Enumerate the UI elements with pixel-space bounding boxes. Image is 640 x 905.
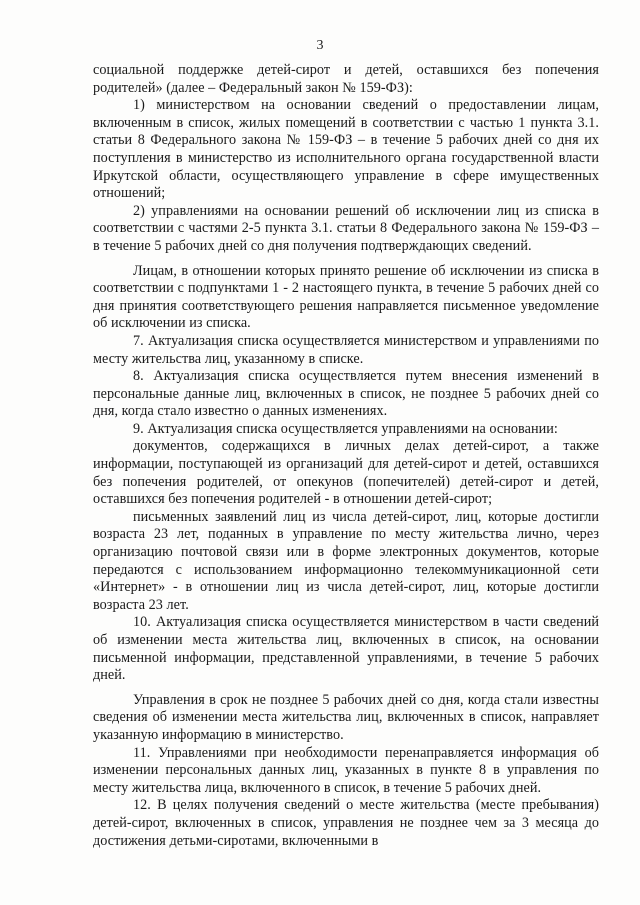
paragraph: документов, содержащихся в личных делах детей-сирот, а также информации, поступающей из организаций для детей-сирот и детей, оставшихся без попечения родителей, от опекунов (попечителей) детей-сирот и детей, оставшихся без попечения родителей - в отношении детей-сирот;	[93, 438, 599, 508]
paragraph: 10. Актуализация списка осуществляется министерством в части сведений об изменении места жительства лиц, включенных в список, на основании письменной информации, представленной управлениями, в течение 5 рабочих дней.	[93, 614, 599, 684]
paragraph: письменных заявлений лиц из числа детей-сирот, лиц, которые достигли возраста 23 лет, поданных в управление по месту жительства лично, через организацию почтовой связи или в форме электронных документов, которые передаются с использованием информационно телекоммуникационной сети «Интернет» - в отношении лиц из числа детей-сирот, лиц, которые достигли возраста 23 лет.	[93, 508, 599, 613]
paragraph: 11. Управлениями при необходимости перенаправляется информация об изменении персональных данных лиц, указанных в пункте 8 в управления по месту жительства лица, включенного в список, в течение 5 рабочих дней.	[93, 744, 599, 796]
paragraph: Лицам, в отношении которых принято решение об исключении из списка в соответствии с подпунктами 1 - 2 настоящего пункта, в течение 5 рабочих дней со дня принятия соответствующего решения направляется письменное уведомление об исключении из списка.	[93, 262, 599, 332]
page-number: 3	[316, 38, 324, 53]
paragraph: 1) министерством на основании сведений о предоставлении лицам, включенным в список, жилых помещений в соответствии с частью 1 пункта 3.1. статьи 8 Федерального закона № 159-ФЗ – в течение 5 рабочих дней со дня их поступления в министерство из исполнительного органа государственной власти Иркутской области, осуществляющего управление в сфере имущественных отношений;	[93, 97, 599, 202]
paragraph: 12. В целях получения сведений о месте жительства (месте пребывания) детей-сирот, включенных в список, управления не позднее чем за 3 месяца до достижения детьми-сиротами, включенными в	[93, 797, 599, 849]
paragraph: 9. Актуализация списка осуществляется управлениями на основании:	[133, 420, 558, 437]
paragraph: Управления в срок не позднее 5 рабочих дней со дня, когда стали известны сведения об изменении места жительства лиц, включенных в список, направляет указанную информацию в министерство.	[93, 691, 599, 743]
paragraph: 8. Актуализация списка осуществляется путем внесения изменений в персональные данные лиц, включенных в список, не позднее 5 рабочих дней со дня, когда стало известно о данных изменениях.	[93, 368, 599, 420]
paragraph: социальной поддержке детей-сирот и детей, оставшихся без попечения родителей» (далее – Федеральный закон № 159-ФЗ):	[93, 62, 599, 96]
document-body	[93, 62, 599, 850]
paragraph: 2) управлениями на основании решений об исключении лиц из списка в соответствии с частями 2-5 пункта 3.1. статьи 8 Федерального закона № 159-ФЗ – в течение 5 рабочих дней со дня получения подтверждающих сведений.	[93, 202, 599, 254]
paragraph: 7. Актуализация списка осуществляется министерством и управлениями по месту жительства лиц, указанному в списке.	[93, 332, 599, 367]
